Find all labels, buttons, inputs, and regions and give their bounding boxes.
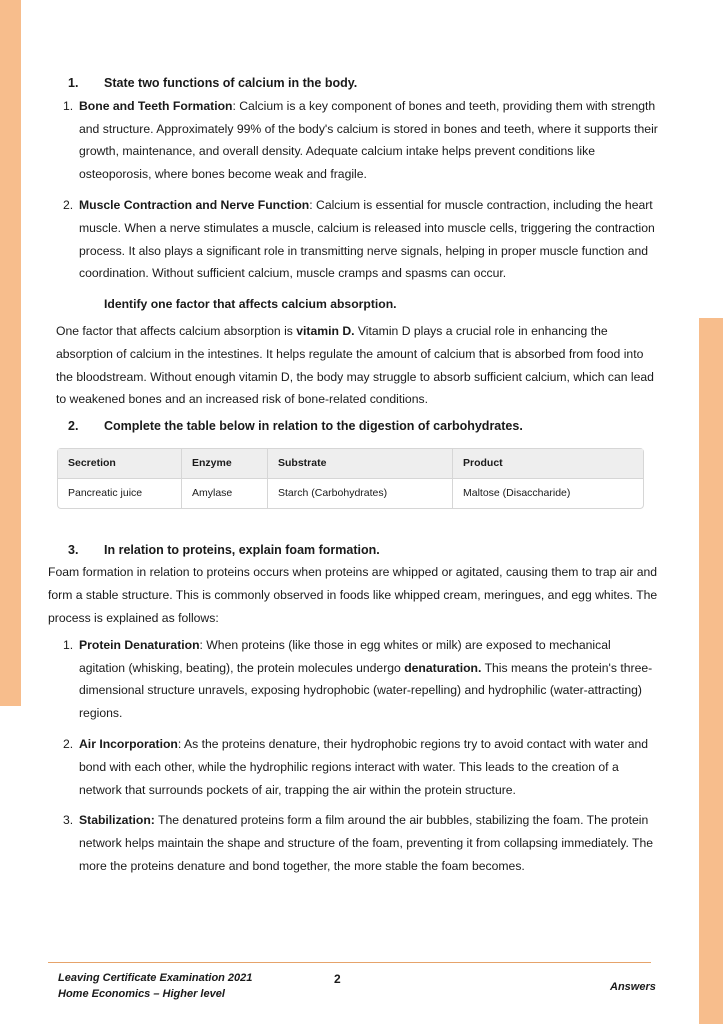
page-content: [48, 72, 658, 886]
footer-exam-title: Leaving Certificate Examination 2021: [58, 972, 253, 984]
q1-answer-list: [48, 95, 658, 285]
item-term: Air Incorporation: [79, 736, 178, 751]
q3-answer-list: [48, 634, 658, 878]
question-title: Complete the table below in relation to the digestion of carbohydrates.: [104, 419, 523, 434]
list-item: [48, 634, 658, 725]
footer-section-label: Answers: [610, 981, 656, 993]
item-number: 1.: [63, 637, 74, 652]
item-text: : As the proteins denature, their hydrophobic regions try to avoid contact with water and bond with each other, while the hydrophilic regions interact with water. This leads to the creation of a network that surrounds pockets of air, trapping the air within the protein structure.: [79, 736, 649, 797]
item-keyword: denaturation.: [404, 660, 482, 675]
table-header-row: [58, 449, 643, 479]
list-item: [48, 194, 658, 285]
list-item: [48, 733, 658, 801]
column-header: Product: [453, 449, 643, 479]
footer-subject-level: Home Economics – Higher level: [58, 988, 225, 1000]
item-number: 3.: [63, 813, 74, 828]
footer-divider: [48, 962, 651, 963]
answer-keyword: vitamin D.: [296, 323, 355, 338]
list-item: [48, 95, 658, 186]
table-row: [58, 479, 643, 508]
left-accent-bar: [0, 0, 21, 706]
item-term: Stabilization:: [79, 813, 155, 828]
sub-question-answer: [56, 320, 658, 411]
digestion-table: [57, 448, 644, 509]
item-number: 2.: [63, 197, 74, 212]
sub-question-heading: Identify one factor that affects calcium absorption.: [104, 297, 397, 312]
right-accent-bar: [699, 318, 723, 1024]
item-text: The denatured proteins form a film around the air bubbles, stabilizing the foam. The protein network helps maintain the shape and structure of the foam, preventing it from collapsing immediately. The more the proteins denature and bond together, the more stable the foam becomes.: [79, 813, 654, 873]
table-cell: Amylase: [182, 479, 268, 508]
question-1-heading: [48, 72, 658, 95]
table-cell: Pancreatic juice: [58, 479, 182, 508]
item-number: 2.: [63, 736, 74, 751]
item-term: Muscle Contraction and Nerve Function: [79, 197, 310, 212]
question-number: 3.: [68, 542, 79, 557]
question-number: 1.: [68, 76, 79, 90]
item-text-continued: This means the protein's three-dimensional structure unravels, exposing hydrophobic (water-repelling) and hydrophilic (water-attracting) regions.: [79, 660, 653, 721]
answer-text-pre: One factor that affects calcium absorption is: [56, 323, 297, 338]
item-term: Protein Denaturation: [79, 637, 200, 652]
answer-text-post: Vitamin D plays a crucial role in enhancing the absorption of calcium in the intestines. It helps regulate the amount of calcium that is absorbed from food into the bloodstream. Without enough vitamin D, the body may struggle to absorb sufficient calcium, which can lead to weakened bones and an increased risk of bone-related conditions.: [56, 323, 654, 407]
question-title: State two functions of calcium in the body.: [104, 76, 358, 90]
list-item: [48, 809, 658, 877]
table-cell: Maltose (Disaccharide): [463, 486, 571, 499]
item-text: : Calcium is a key component of bones and teeth, providing them with strength and structure. Approximately 99% of the body's calcium is stored in bones and teeth, where it supports their growth, maintenance, and overall density. Adequate calcium intake helps prevent conditions like osteoporosis, where bones become weak and fragile.: [79, 98, 658, 182]
item-text: : When proteins (like those in egg whites or milk) are exposed to mechanical agitation (whisking, beating), the protein molecules undergo: [79, 637, 611, 675]
question-2-heading: [48, 415, 658, 438]
item-text: : Calcium is essential for muscle contraction, including the heart muscle. When a nerve stimulates a muscle, calcium is released into muscle cells, triggering the contraction process. It also plays a significant role in transmitting nerve signals, helping in proper muscle function and coordination. Without sufficient calcium, muscle cramps and spasms can occur.: [79, 197, 655, 281]
column-header: Substrate: [268, 449, 453, 479]
item-number: 1.: [63, 98, 74, 113]
column-header: Enzyme: [182, 449, 268, 479]
page-number: 2: [334, 972, 341, 986]
question-3-heading: [48, 539, 658, 562]
item-term: Bone and Teeth Formation: [79, 98, 233, 113]
question-title: In relation to proteins, explain foam formation.: [104, 542, 380, 557]
table-cell: Starch (Carbohydrates): [268, 479, 453, 508]
footer-exam-info: [58, 970, 252, 1002]
question-number: 2.: [68, 419, 79, 434]
q3-intro: Foam formation in relation to proteins occurs when proteins are whipped or agitated, causing them to trap air and form a stable structure. This is commonly observed in foods like whipped cream, meringues, and egg whites. The process is explained as follows:: [48, 565, 658, 625]
column-header: Secretion: [58, 449, 182, 479]
